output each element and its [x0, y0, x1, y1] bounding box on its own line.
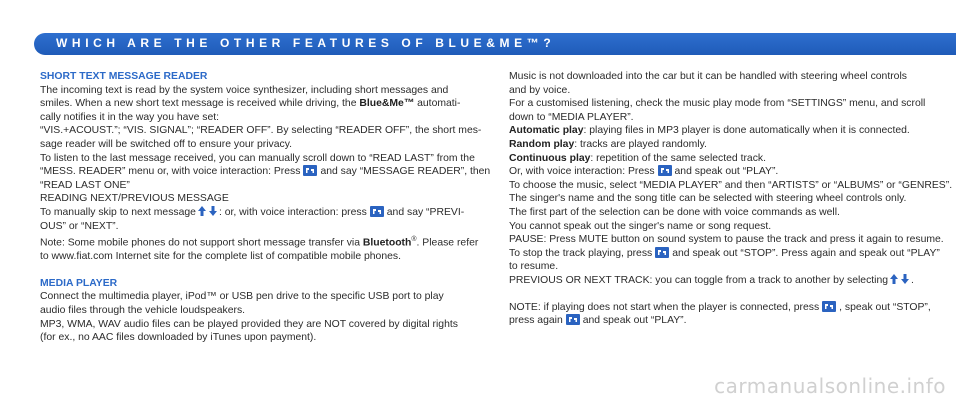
sms-heading: SHORT TEXT MESSAGE READER: [40, 71, 208, 82]
play-mode-label: Random play: [509, 138, 575, 150]
media-heading: MEDIA PLAYER: [40, 277, 118, 289]
text-fragment: Or, with voice interaction: Press: [509, 166, 655, 178]
text-fragment: and say “PREVI-: [386, 206, 465, 218]
sms-text-line: [40, 165, 491, 179]
text-fragment: and speak out “PLAY”.: [582, 315, 687, 327]
text-fragment: and say “MESSAGE READER”, then: [320, 166, 491, 178]
voice-button-icon: [303, 165, 317, 176]
media-text-line: audio files through the vehicle loudspeakers.: [40, 304, 246, 316]
sms-text-line: To listen to the last message received, you can manually scroll down to “READ LAST” from the: [40, 152, 475, 164]
text-fragment: and speak out “STOP”. Press again and speak out “PLAY”: [672, 247, 940, 259]
music-text-line: [509, 247, 940, 261]
spacer: [509, 288, 929, 301]
sms-note-line: [40, 233, 479, 250]
right-column: [509, 70, 953, 328]
music-text-line: [509, 165, 929, 179]
brand-name: Blue&Me™: [359, 98, 415, 110]
text-fragment: smiles. When a new short text message is received while driving, the: [40, 98, 360, 110]
music-text-line: The singer's name and the song title can be selected with steering wheel controls only.: [509, 193, 907, 205]
voice-button-icon: [655, 247, 669, 258]
text-fragment: : playing files in MP3 player is done automatically when it is connected.: [583, 125, 910, 137]
banner-title: WHICH ARE THE OTHER FEATURES OF BLUE&ME™?: [56, 36, 556, 50]
text-fragment: “MESS. READER” menu or, with voice interaction: Press: [40, 166, 301, 178]
music-text-line: For a customised listening, check the music play mode from “SETTINGS” menu, and scroll: [509, 98, 926, 110]
media-text-line: (for ex., no AAC files downloaded by iTunes upon payment).: [40, 332, 317, 344]
up-down-arrows-icon: [890, 274, 909, 284]
media-text-line: Connect the multimedia player, iPod™ or USB pen drive to the specific USB port to play: [40, 291, 444, 303]
text-fragment: , speak out “STOP”,: [839, 301, 931, 313]
music-text-line: [509, 274, 929, 288]
sms-text-line: [40, 97, 462, 111]
music-text-line: You cannot speak out the singer's name or song request.: [509, 220, 772, 232]
sms-text-line: [40, 206, 465, 220]
text-fragment: To manually skip to next message: [40, 206, 196, 218]
sms-text-line: “READ LAST ONE”: [40, 179, 130, 191]
section-banner: [34, 33, 956, 55]
left-column: [40, 70, 491, 345]
registered-mark: ®: [411, 236, 417, 244]
media-text-line: MP3, WMA, WAV audio files can be played provided they are NOT covered by digital rights: [40, 318, 458, 330]
music-text-line: The first part of the selection can be done with voice commands as well.: [509, 206, 840, 218]
sms-note-line: to www.fiat.com Internet site for the complete list of compatible mobile phones.: [40, 251, 401, 263]
text-fragment: NOTE: if playing does not start when the player is connected, press: [509, 301, 820, 313]
music-text-line: To choose the music, select “MEDIA PLAYER” and then “ARTISTS” or “ALBUMS” or “GENRES”.: [509, 179, 953, 191]
voice-button-icon: [566, 314, 580, 325]
bluetooth-label: Bluetooth: [362, 237, 412, 249]
play-mode-line: [509, 152, 929, 166]
text-fragment: and speak out “PLAY”.: [674, 166, 779, 178]
text-fragment: Note: Some mobile phones do not support short message transfer via: [40, 237, 363, 249]
music-text-line: to resume.: [509, 261, 559, 273]
sms-text-line: READING NEXT/PREVIOUS MESSAGE: [40, 193, 229, 205]
sms-text-line: cally notifies it in the way you have set:: [40, 111, 220, 123]
music-text-line: PAUSE: Press MUTE button on sound system to pause the track and press it again to resume.: [509, 234, 944, 246]
note-line: [509, 314, 929, 328]
voice-button-icon: [658, 165, 672, 176]
play-mode-line: [509, 124, 929, 138]
text-fragment: automati-: [414, 98, 461, 110]
up-down-arrows-icon: [198, 206, 217, 216]
text-fragment: : or, with voice interaction: press: [218, 206, 367, 218]
music-text-line: down to “MEDIA PLAYER”.: [509, 111, 634, 123]
text-fragment: : tracks are played randomly.: [574, 138, 707, 150]
text-fragment: .: [911, 274, 914, 286]
sms-text-line: The incoming text is read by the system voice synthesizer, including short messages and: [40, 84, 449, 96]
sms-text-line: “VIS.+ACOUST.”; “VIS. SIGNAL”; “READER OFF”. By selecting “READER OFF”, the short mes-: [40, 125, 482, 137]
text-fragment: . Please refer: [416, 237, 479, 249]
sms-text-line: OUS” or “NEXT”.: [40, 220, 119, 232]
text-fragment: : repetition of the same selected track.: [590, 152, 766, 164]
text-fragment: To stop the track playing, press: [509, 247, 653, 259]
play-mode-label: Automatic play: [509, 125, 584, 137]
note-line: [509, 301, 929, 315]
music-text-line: and by voice.: [509, 84, 571, 96]
play-mode-label: Continuous play: [509, 152, 591, 164]
watermark: carmanualsonline.info: [714, 374, 946, 398]
music-text-line: Music is not downloaded into the car but it can be handled with steering wheel controls: [509, 71, 907, 82]
spacer: [40, 264, 462, 277]
text-fragment: PREVIOUS OR NEXT TRACK: you can toggle from a track to another by selecting: [509, 274, 889, 286]
sms-text-line: sage reader will be switched off to ensure your privacy.: [40, 138, 293, 150]
voice-button-icon: [370, 206, 384, 217]
play-mode-line: [509, 138, 929, 152]
voice-button-icon: [822, 301, 836, 312]
text-fragment: press again: [509, 315, 563, 327]
